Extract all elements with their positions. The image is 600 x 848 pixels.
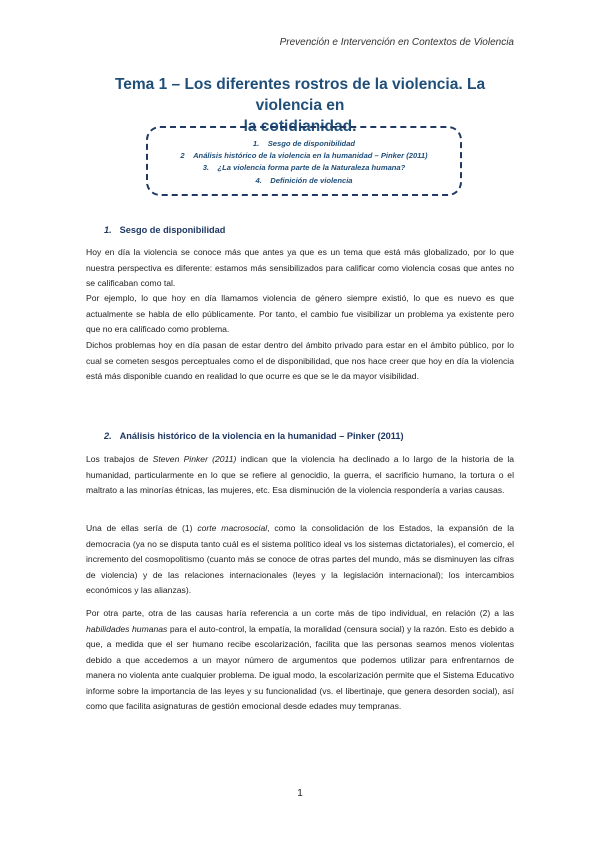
paragraph-text: Una de ellas sería de (1) — [86, 523, 198, 533]
section-2-title: Análisis histórico de la violencia en la humanidad – Pinker (2011) — [119, 431, 404, 441]
section-1-paragraph-2: Por ejemplo, lo que hoy en día llamamos violencia de género siempre existió, lo que es nuevo es que actualmente se habla de ello públicamente. Por tanto, el cambio fue visibilizar un problema ya existente pero que no era calificado como problema. — [86, 293, 514, 334]
section-2-paragraph-3 — [86, 606, 514, 715]
toc-item — [146, 162, 462, 174]
toc-item-number: 1. — [252, 139, 260, 148]
paragraph-text: Por otra parte, otra de las causas haría referencia a un corte más de tipo individual, en relación (2) a las — [86, 608, 514, 618]
section-1-paragraph-1: Hoy en día la violencia se conoce más que antes ya que es un tema que está más globalizado, por lo que nuestra perspectiva es diferente: estamos más sensibilizados para calificar como violencia cosas que antes no se calificaban como tal. — [86, 247, 514, 288]
page-number: 1 — [297, 788, 303, 799]
section-2-paragraph-2 — [86, 521, 514, 599]
table-of-contents-list — [146, 138, 462, 187]
toc-item-label: ¿La violencia forma parte de la Naturaleza humana? — [217, 163, 406, 173]
paragraph-text: para el auto-control, la empatía, la moralidad (censura social) y la razón. Esto es debido a que, a medida que el ser humano recibe escolarización, facilita que las personas seamos menos violentas debido a que accedemos a un mayor número de argumentos que podemos utilizar para enfrentarnos de manera no violenta ante cualquier problema. De igual modo, la escolarización permite que el Sistema Educativo informe sobre la importancia de las leyes y su funcionalidad (vs. el libertinaje, que genera desorden social), así como que facilita asignaturas de gestión emocional desde edades muy tempranas. — [86, 623, 514, 711]
toc-item-label: Análisis histórico de la violencia en la humanidad – Pinker (2011) — [193, 151, 428, 161]
section-1-title: Sesgo de disponibilidad — [119, 225, 226, 235]
term-emphasis: habilidades humanas — [86, 623, 168, 634]
section-2-paragraph-1 — [86, 452, 514, 499]
toc-item-number: 2 — [180, 151, 185, 161]
term-emphasis: corte macrosocial — [197, 523, 268, 533]
toc-item — [146, 138, 462, 150]
toc-item — [146, 175, 462, 187]
section-2-number: 2. — [104, 431, 112, 441]
paragraph-text: , como la consolidación de los Estados, la expansión de la democracia (ya no se disputa tanto cuál es el sistema político ideal vs los sistemas dictatoriales), el comercio, el incremento del cosmopolitismo (cuanto más se conoce de otras partes del mundo, más se disminuyen las cifras de violencia) y de las relaciones internacionales (leyes y la legislación internacional); los intercambios económicos y las alianzas). — [86, 523, 514, 595]
toc-item-label: Definición de violencia — [270, 175, 353, 185]
running-header: Prevención e Intervención en Contextos de Violencia — [279, 37, 514, 48]
title-line-2: la cotidianidad. — [243, 118, 357, 135]
toc-item — [146, 150, 462, 162]
paragraph-text: indican que la violencia ha declinado a lo largo de la historia de la humanidad, particularmente en lo que se refiere al genocidio, la guerra, el sacrificio humano, la tortura o el maltrato a las minorías étnicas, las mujeres, etc. Esa disminución de la violencia respondería a varias causas. — [86, 454, 515, 495]
title-line-1: Tema 1 – Los diferentes rostros de la violencia. La violencia en — [114, 76, 486, 114]
toc-item-label: Sesgo de disponibilidad — [267, 139, 356, 148]
section-2-heading — [104, 431, 404, 441]
section-1-paragraph-3: Dichos problemas hoy en día pasan de estar dentro del ámbito privado para estar en el ámbito público, por lo cual se cometen sesgos perceptuales como el de disponibilidad, que nos hace creer que hoy en día la violencia está más disponible cuando en realidad lo que ocurre es que se le da mayor visibilidad. — [86, 340, 514, 381]
section-1-number: 1. — [104, 225, 112, 235]
citation-emphasis: Steven Pinker (2011) — [152, 454, 237, 464]
toc-item-number: 3. — [202, 163, 210, 173]
toc-item-number: 4. — [255, 175, 262, 185]
section-1-heading — [104, 225, 225, 235]
paragraph-text: Los trabajos de — [86, 454, 153, 464]
